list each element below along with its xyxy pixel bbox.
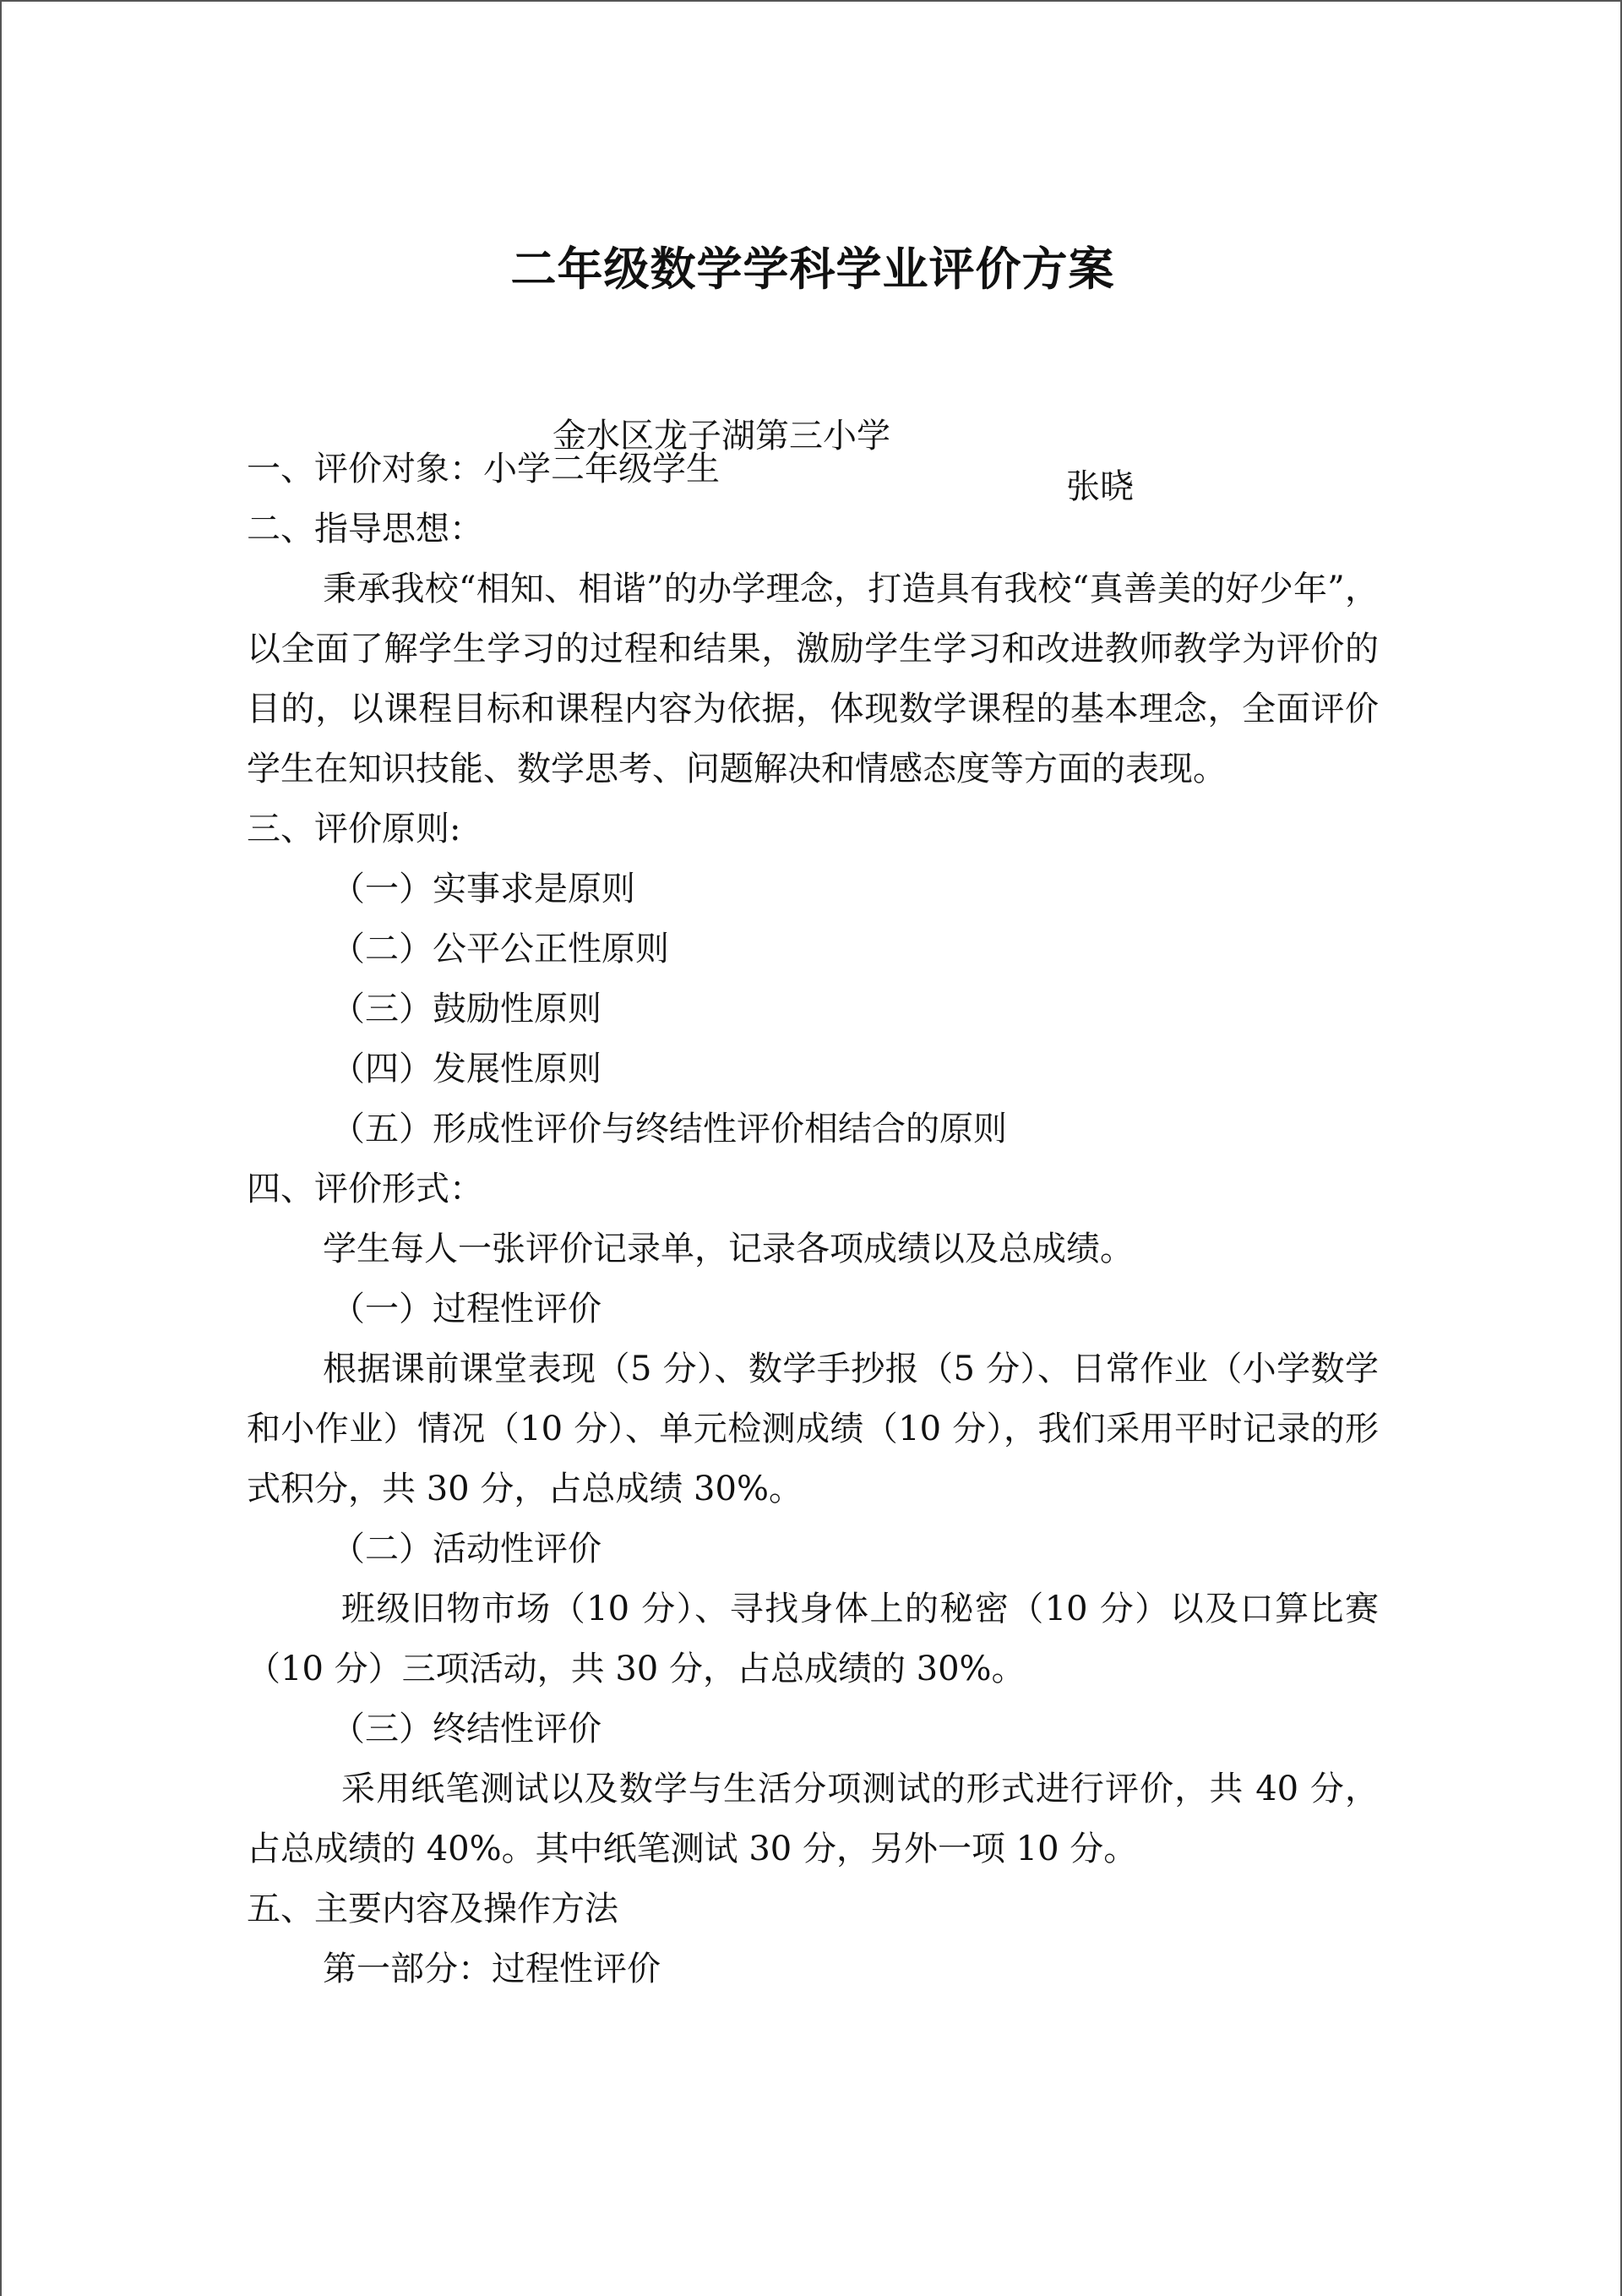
- author-name: 张晓: [1066, 467, 1134, 506]
- principle-item: （三）鼓励性原则: [331, 990, 601, 1028]
- document-title: 二年级数学学科学业评价方案: [510, 243, 1115, 296]
- principle-item: （四）发展性原则: [331, 1050, 601, 1088]
- document-body: [247, 439, 1379, 1999]
- subsection-heading-process-evaluation: （一）过程性评价: [331, 1290, 601, 1328]
- principle-item: （一）实事求是原则: [331, 870, 635, 908]
- guiding-ideology-paragraph: 秉承我校“相知、相谐”的办学理念，打造具有我校“真善美的好少年”，以全面了解学生学习的过程和结果，激励学生学习和改进教师教学为评价的目的，以课程目标和课程内容为依据，体现数学课程的基本理念，全面评价学生在知识技能、数学思考、问题解决和情感态度等方面的表现。: [247, 570, 1379, 788]
- principle-item: （二）公平公正性原则: [331, 930, 669, 968]
- activity-evaluation-paragraph: 班级旧物市场（10 分）、寻找身体上的秘密（10 分）以及口算比赛（10 分）三项活动，共 30 分，占总成绩的 30%。: [247, 1590, 1379, 1688]
- section-heading-evaluation-principles: 三、评价原则:: [247, 810, 461, 848]
- subsection-heading-activity-evaluation: （二）活动性评价: [331, 1530, 601, 1568]
- section-heading-evaluation-form: 四、评价形式：: [247, 1170, 483, 1208]
- section-heading-evaluation-target: 一、评价对象：小学二年级学生: [247, 450, 720, 488]
- principles-list: [247, 859, 1379, 1159]
- principle-item: （五）形成性评价与终结性评价相结合的原则: [331, 1110, 1007, 1148]
- school-name: 金水区龙子湖第三小学: [552, 417, 890, 455]
- subsection-heading-summative-evaluation: （三）终结性评价: [331, 1710, 601, 1748]
- summative-evaluation-paragraph: 采用纸笔测试以及数学与生活分项测试的形式进行评价，共 40 分，占总成绩的 40%。其中纸笔测试 30 分，另外一项 10 分。: [247, 1770, 1379, 1868]
- section-heading-main-content: 五、主要内容及操作方法: [247, 1890, 618, 1928]
- process-evaluation-paragraph: 根据课前课堂表现（5 分）、数学手抄报（5 分）、日常作业（小学数学和小作业）情况（10 分）、单元检测成绩（10 分），我们采用平时记录的形式积分，共 30 分，占总成绩 30%。: [247, 1350, 1379, 1508]
- part-one-heading: 第一部分：过程性评价: [323, 1950, 661, 1988]
- section-heading-guiding-ideology: 二、指导思想：: [247, 510, 483, 548]
- evaluation-form-intro: 学生每人一张评价记录单，记录各项成绩以及总成绩。: [323, 1230, 1134, 1268]
